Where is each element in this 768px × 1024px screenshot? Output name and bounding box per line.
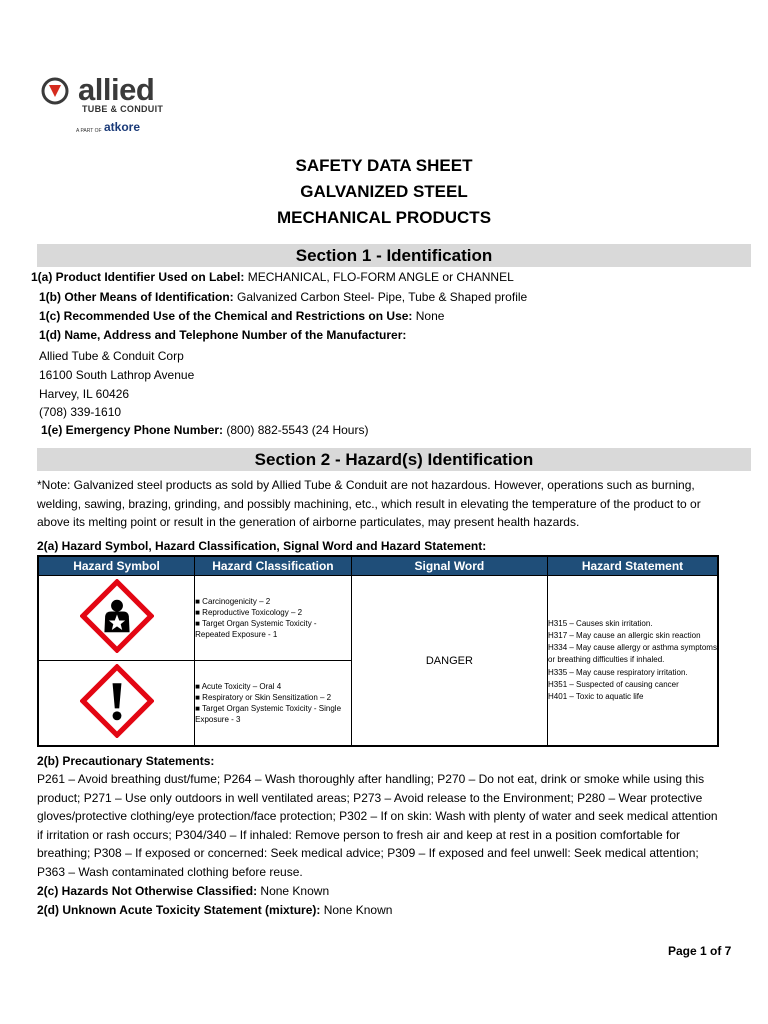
field-2c-label: 2(c) Hazards Not Otherwise Classified: [37,884,261,898]
health-hazard-icon [80,579,154,653]
classification-item: ■ Reproductive Toxicology – 2 [195,608,303,617]
field-1b-value: Galvanized Carbon Steel- Pipe, Tube & Shaped profile [237,290,528,304]
field-1a [31,270,514,284]
field-1e-value: (800) 882-5543 (24 Hours) [226,423,369,437]
hazard-symbol-cell [38,576,195,661]
classification-item: ■ Carcinogenicity – 2 [195,597,271,606]
classification-item: ■ Respiratory or Skin Sensitization – 2 [195,693,332,702]
doc-title-line-1: SAFETY DATA SHEET [295,156,473,175]
precautionary-statements: P261 – Avoid breathing dust/fume; P264 – Wash thoroughly after handling; P270 – Do not eat, drink or smoke while using this product; P271 – Use only outdoors in well ventilated areas; P273 – Avoid release to the Environment; P280 – Wear protective gloves/protective clothing/eye protection/face protection; P302 – If on skin: Wash with plenty of water and seek medical attention if irritation or rash occurs; P304/340 – If inhaled: Remove person to fresh air and keep at rest in a position comfortable for breathing; P308 – If exposed or concerned: Seek medical advice; P309 – If exposed and feel unwell: Seek medical attention; P363 – Wash contaminated clothing before reuse. [37,772,718,879]
statement-item: H334 – May cause allergy or asthma symptoms or breathing difficulties if inhaled. [548,643,717,665]
section-1-heading: Section 1 - Identification [37,244,751,267]
field-2c-value: None Known [260,884,330,898]
hazard-symbol-cell [38,661,195,747]
field-1c-value: None [415,309,445,323]
field-1a-value: MECHANICAL, FLO-FORM ANGLE or CHANNEL [247,270,514,284]
field-1c [39,309,444,323]
logo-parent: atkore [104,120,141,134]
field-2d-label: 2(d) Unknown Acute Toxicity Statement (mixture): [37,903,324,917]
field-2b-label: 2(b) Precautionary Statements: [37,754,215,768]
col-header-classification: Hazard Classification [195,556,352,576]
hazard-statement-cell [548,576,718,747]
address-line-1: Allied Tube & Conduit Corp [39,349,184,363]
field-1a-label: 1(a) Product Identifier Used on Label: [31,270,248,284]
field-1d-label: 1(d) Name, Address and Telephone Number of the Manufacturer: [39,328,407,342]
doc-title-line-3: MECHANICAL PRODUCTS [276,208,492,227]
company-logo [40,72,200,142]
field-1e-label: 1(e) Emergency Phone Number: [41,423,227,437]
classification-item: ■ Target Organ Systemic Toxicity - Repeated Exposure - 1 [195,619,317,639]
exclamation-mark-icon [80,664,154,738]
col-header-signal: Signal Word [351,556,547,576]
section-2-heading: Section 2 - Hazard(s) Identification [37,448,751,471]
field-1e [41,423,368,437]
table-row [38,576,718,661]
field-2a-label: 2(a) Hazard Symbol, Hazard Classification, Signal Word and Hazard Statement: [37,539,487,553]
hazard-classification-cell [195,661,352,747]
col-header-statement: Hazard Statement [548,556,718,576]
classification-item: ■ Target Organ Systemic Toxicity - Single Exposure - 3 [195,704,342,724]
field-2d [37,903,392,917]
statement-item: H351 – Suspected of causing cancer [548,679,679,689]
field-2d-value: None Known [323,903,393,917]
section-2-note: *Note: Galvanized steel products as sold by Allied Tube & Conduit are not hazardous. However, operations such as burning, welding, sawing, brazing, grinding, and possibly machining, etc., which result in elevating the temperature of the product to or above its melting point or result in the generation of airborne particulates, may present health hazards. [37,478,701,529]
field-1c-label: 1(c) Recommended Use of the Chemical and Restrictions on Use: [39,309,416,323]
field-2c [37,884,329,898]
signal-word: DANGER [425,654,473,667]
statement-item: H335 – May cause respiratory irritation. [548,667,688,677]
address-line-4: (708) 339-1610 [39,405,122,419]
field-1b [39,290,527,304]
statement-item: H401 – Toxic to aquatic life [548,692,644,701]
page-number: Page 1 of 7 [668,944,732,958]
statement-item: H315 – Causes skin irritation. [548,618,653,628]
signal-word-cell [351,576,547,747]
address-line-3: Harvey, IL 60426 [39,387,130,401]
col-header-symbol: Hazard Symbol [38,556,195,576]
field-1b-label: 1(b) Other Means of Identification: [39,290,238,304]
classification-item: ■ Acute Toxicity – Oral 4 [195,682,282,691]
hazard-classification-cell [195,576,352,661]
address-line-2: 16100 South Lathrop Avenue [39,368,195,382]
statement-item: H317 – May cause an allergic skin reaction [548,630,701,640]
allied-logo-mark-icon [40,76,76,106]
doc-title-line-2: GALVANIZED STEEL [300,182,468,201]
hazard-table [37,555,719,747]
hazard-table-header [38,556,718,576]
logo-tagline: TUBE & CONDUIT [82,104,164,114]
logo-brand: allied [78,72,155,107]
logo-part-of: A PART OF [76,128,102,134]
